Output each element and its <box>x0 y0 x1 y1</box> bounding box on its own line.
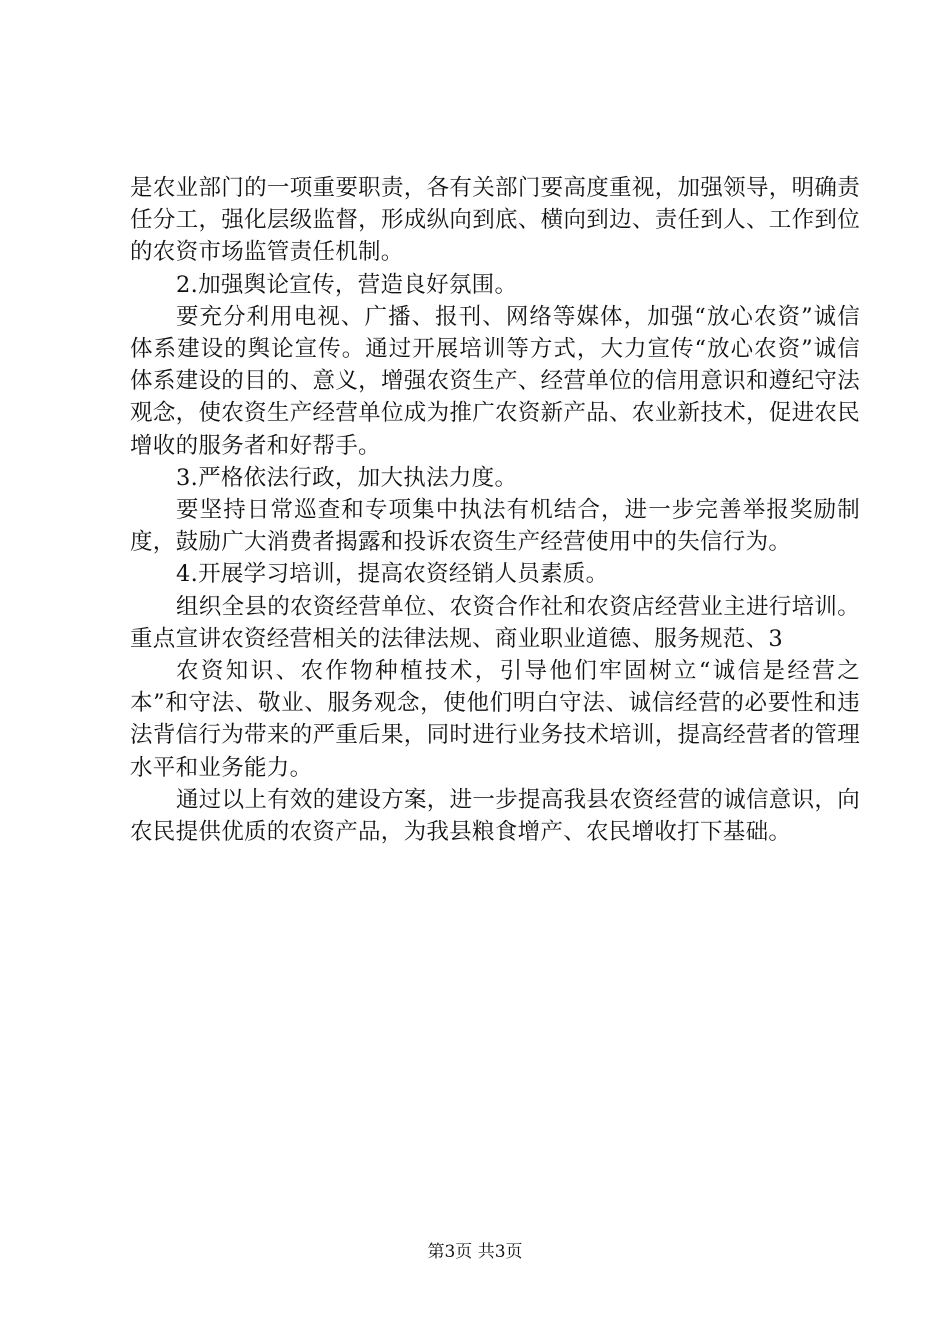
paragraph-continuation: 是农业部门的一项重要职责，各有关部门要高度重视，加强领导，明确责任分工，强化层级监督，形成纵向到底、横向到边、责任到人、工作到位的农资市场监管责任机制。 <box>130 175 860 266</box>
section-heading-2: 2.加强舆论宣传，营造良好氛围。 <box>176 271 518 298</box>
paragraph-training: 组织全县的农资经营单位、农资合作社和农资店经营业主进行培训。重点宣讲农资经营相关的法律法规、商业职业道德、服务规范、3 <box>130 593 861 652</box>
paragraph-publicity: 要充分利用电视、广播、报刊、网络等媒体，加强“放心农资”诚信体系建设的舆论宣传。通过开展培训等方式，大力宣传“放心农资”诚信体系建设的目的、意义，增强农资生产、经营单位的信用意识和遵纪守法观念，使农资生产经营单位成为推广农资新产品、农业新技术，促进农民增收的服务者和好帮手。 <box>130 303 860 459</box>
document-body <box>130 172 860 848</box>
paragraph-enforcement: 要坚持日常巡查和专项集中执法有机结合，进一步完善举报奖励制度，鼓励广大消费者揭露和投诉农资生产经营使用中的失信行为。 <box>130 497 860 556</box>
section-heading-4: 4.开展学习培训，提高农资经销人员素质。 <box>176 561 609 588</box>
section-heading-3: 3.严格依法行政，加大执法力度。 <box>176 464 518 491</box>
paragraph-conclusion: 通过以上有效的建设方案，进一步提高我县农资经营的诚信意识，向农民提供优质的农资产品，为我县粮食增产、农民增收打下基础。 <box>130 786 861 846</box>
paragraph-knowledge: 农资知识、农作物种植技术，引导他们牢固树立“诚信是经营之本”和守法、敬业、服务观念，使他们明白守法、诚信经营的必要性和违法背信行为带来的严重后果，同时进行业务技术培训，提高经营者的管理水平和业务能力。 <box>130 658 860 781</box>
page-number-footer: 第3页 共3页 <box>427 1242 523 1262</box>
